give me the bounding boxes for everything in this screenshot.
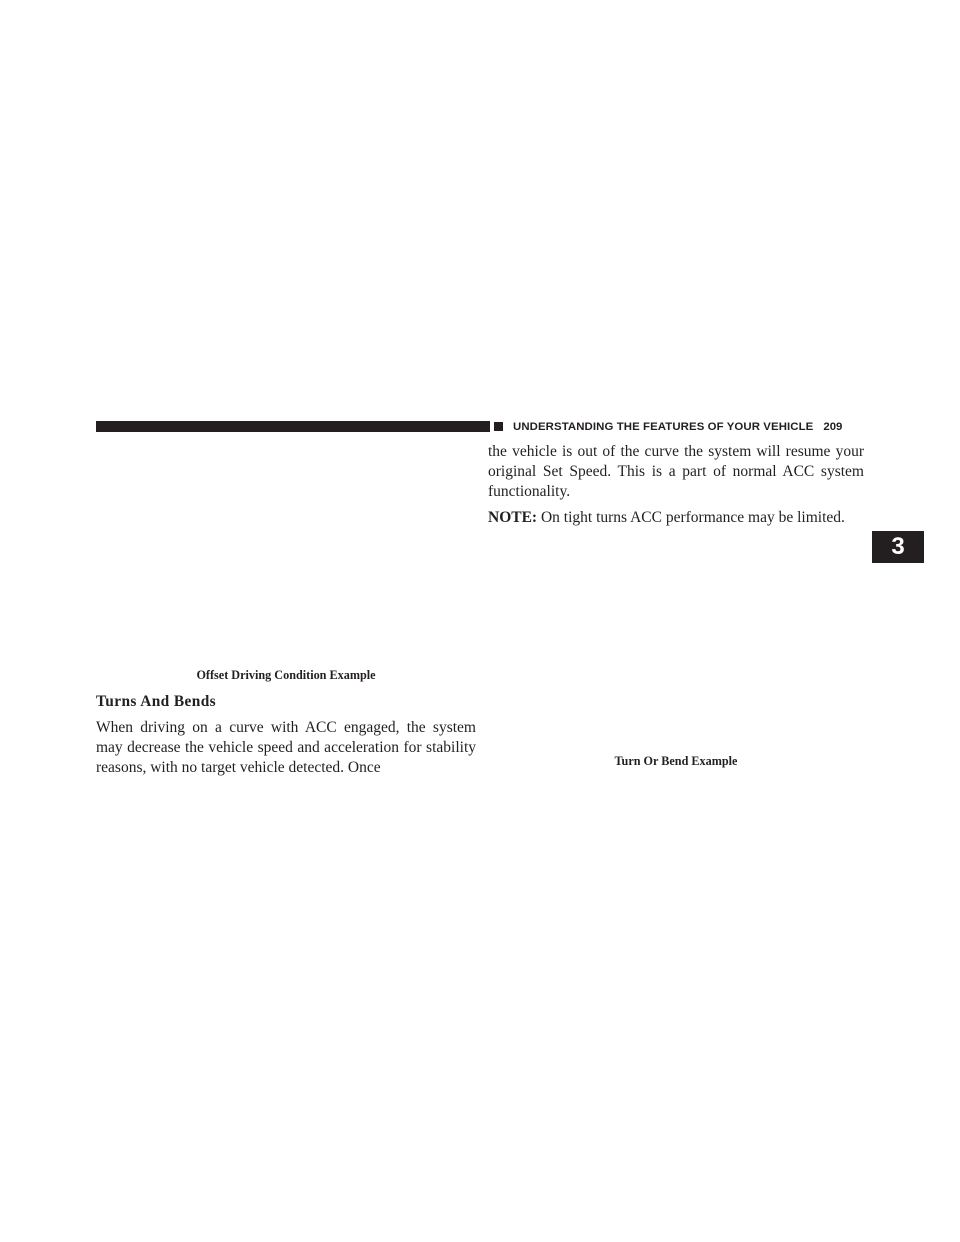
- note-text: On tight turns ACC performance may be limited.: [537, 509, 845, 526]
- chapter-tab: 3: [872, 531, 924, 563]
- resume-paragraph: the vehicle is out of the curve the system will resume your original Set Speed. This is a part of normal ACC system functionality.: [488, 443, 864, 500]
- section-heading: Turns And Bends: [96, 693, 217, 710]
- header-rule: [96, 421, 490, 432]
- note-paragraph: [488, 508, 868, 528]
- offset-driving-figure-area: [96, 445, 476, 660]
- note-label: NOTE:: [488, 509, 538, 526]
- running-header: [494, 421, 864, 432]
- turn-bend-figure-area: [488, 540, 864, 745]
- turns-paragraph: When driving on a curve with ACC engaged, the system may decrease the vehicle speed and acceleration for stability reasons, with no target vehicle detected. Once: [96, 719, 476, 776]
- turn-bend-caption: Turn Or Bend Example: [614, 754, 738, 768]
- page-number: 209: [823, 420, 843, 433]
- header-title: UNDERSTANDING THE FEATURES OF YOUR VEHICLE: [513, 420, 814, 433]
- header-marker: [494, 422, 503, 431]
- offset-driving-caption: Offset Driving Condition Example: [196, 668, 376, 682]
